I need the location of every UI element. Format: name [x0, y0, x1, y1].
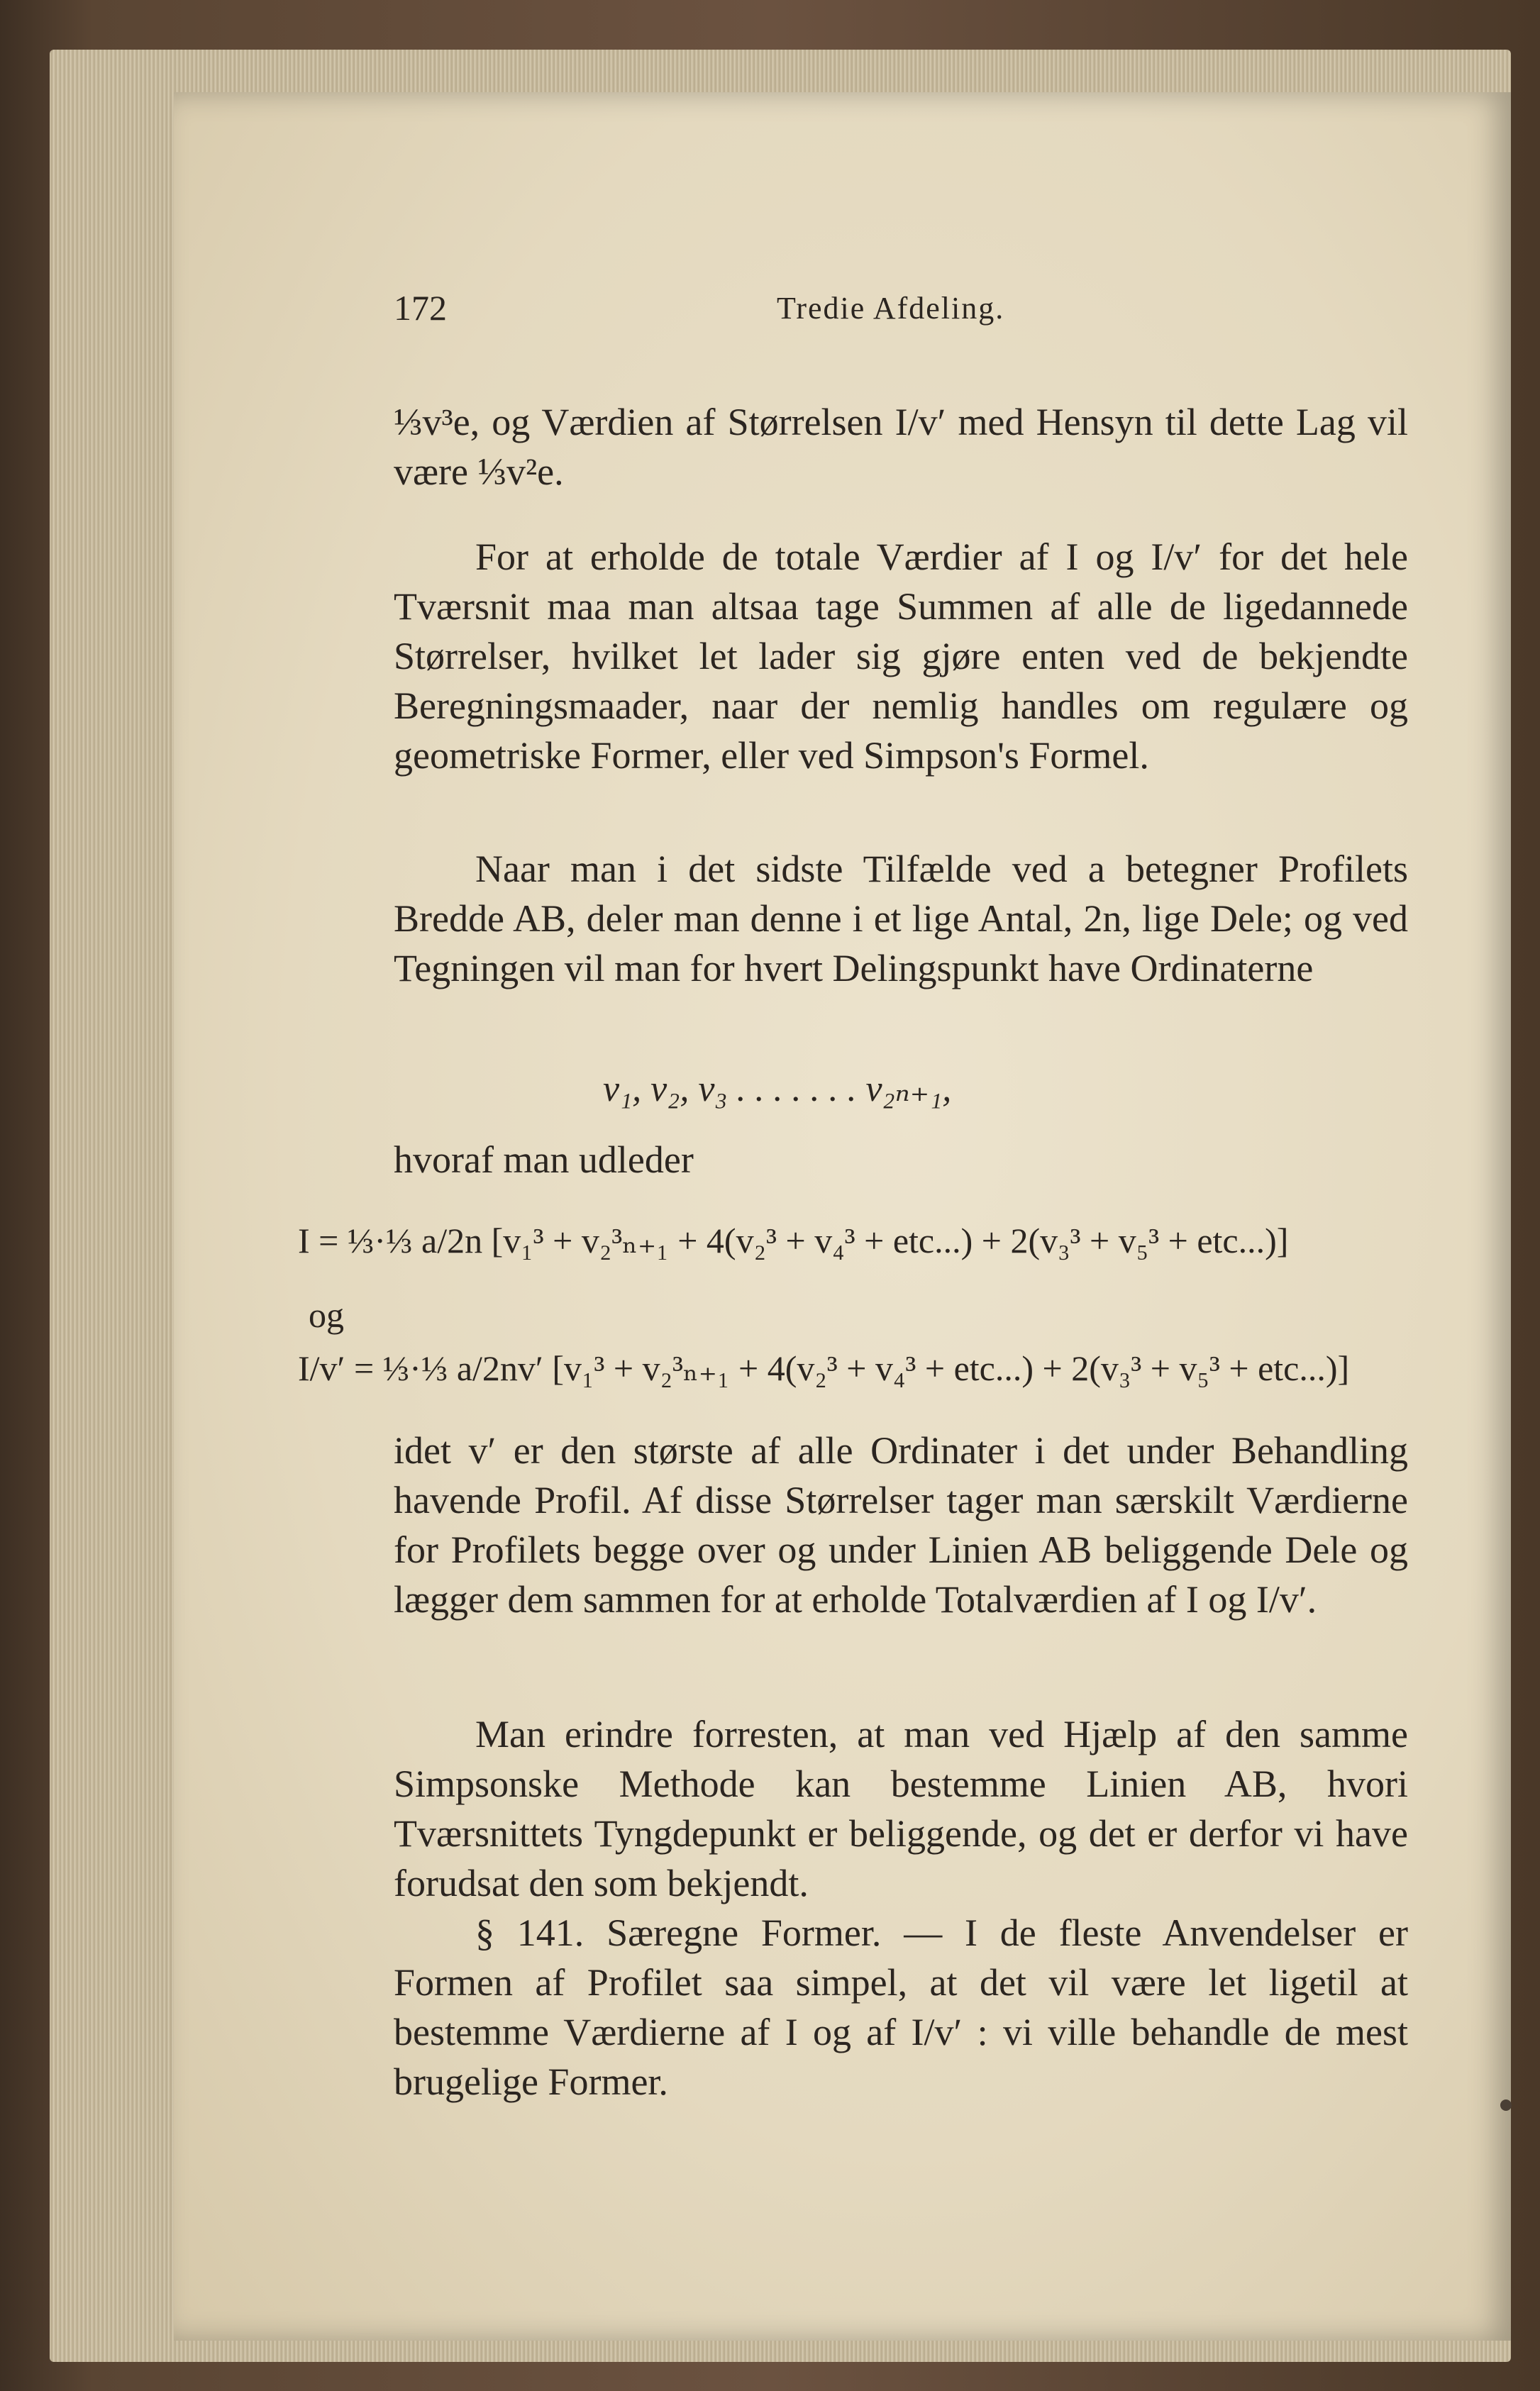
paragraph-3: Naar man i det sidste Tilfælde ved a betegner Profilets Bredde AB, deler man denne i et lige Antal, 2n, lige Dele; og ved Tegningen vil man for hvert Delingspunkt have Ordinaterne: [394, 848, 1408, 989]
paragraph-4: hvoraf man udleder: [394, 1138, 694, 1181]
formula-moment-of-inertia: I = ⅓·⅓ a/2n [v₁³ + v₂³ₙ₊₁ + 4(v₂³ + v₄³ + etc...) + 2(v₃³ + v₅³ + etc...)]: [298, 1221, 1289, 1260]
paragraph-2: For at erholde de totale Værdier af I og I/v′ for det hele Tværsnit maa man altsaa tage Summen af alle de ligedannede Størrelser, hvilket let lader sig gjøre enten ved de bekjendte Beregningsmaader, naar der nemlig handles om regulære og geometriske Former, eller ved Simpson's Formel.: [394, 536, 1408, 777]
ordinate-sequence: v₁, v₂, v₃ . . . . . . . v₂ₙ₊₁,: [603, 1069, 952, 1109]
formula-connector: og: [309, 1295, 344, 1335]
paragraph-5: idet v′ er den største af alle Ordinater i det under Behandling havende Profil. Af disse Størrelser tager man særskilt Værdierne for Profilets begge over og under Linien AB beliggende Dele og lægger dem sammen for at erholde Totalværdien af I og I/v′.: [394, 1429, 1408, 1621]
page-number: 172: [394, 288, 447, 328]
running-head: Tredie Afdeling.: [777, 291, 1005, 326]
paragraph-1: ⅓v³e, og Værdien af Størrelsen I/v′ med Hensyn til dette Lag vil være ⅓v²e.: [394, 401, 1408, 493]
formula-section-modulus: I/v′ = ⅓·⅓ a/2nv′ [v₁³ + v₂³ₙ₊₁ + 4(v₂³ + v₄³ + etc...) + 2(v₃³ + v₅³ + etc...)]: [298, 1348, 1350, 1388]
page-header: [394, 287, 1408, 330]
paragraph-7: § 141. Særegne Former. — I de fleste Anvendelser er Formen af Profilet saa simpel, at det vil være let ligetil at bestemme Værdierne af I og af I/v′ : vi ville behandle de mest brugelige Former.: [394, 1912, 1408, 2103]
ink-spot: [1500, 2099, 1512, 2111]
paragraph-6: Man erindre forresten, at man ved Hjælp af den samme Simpsonske Methode kan bestemme Linien AB, hvori Tværsnittets Tyngdepunkt er beliggende, og det er derfor vi have forudsat den som bekjendt.: [394, 1713, 1408, 1904]
